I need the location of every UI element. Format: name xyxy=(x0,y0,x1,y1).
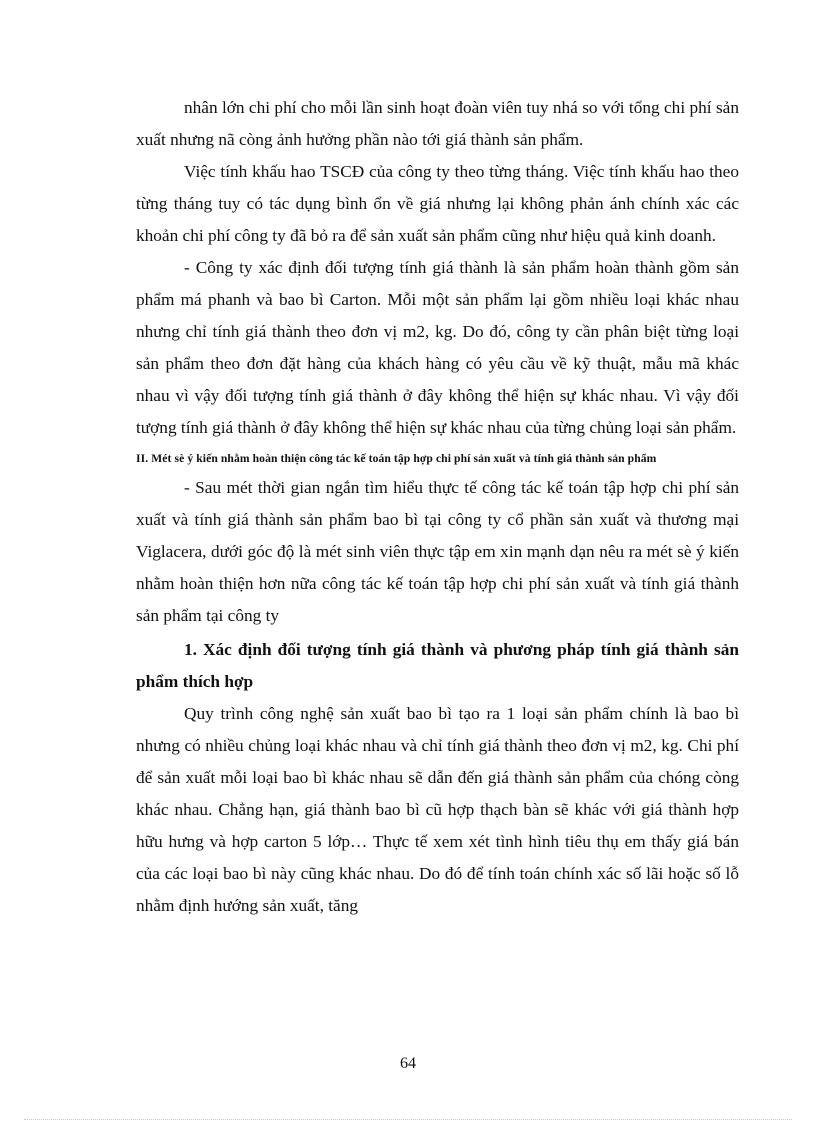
document-page xyxy=(136,92,739,922)
body-paragraph: Quy trình công nghệ sản xuất bao bì tạo ra 1 loại sản phẩm chính là bao bì nhưng có nhiều chủng loại khác nhau và chỉ tính giá thành theo đơn vị m2, kg. Chi phí để sản xuất mỗi loại bao bì khác nhau sẽ dẫn đến giá thành sản phẩm của chóng còng khác nhau. Chẳng hạn, giá thành bao bì cũ hợp thạch bàn sẽ khác với giá thành hợp hữu hưng và hợp carton 5 lớp… Thực tế xem xét tình hình tiêu thụ em thấy giá bán của các loại bao bì này cũng khác nhau. Do đó để tính toán chính xác số lãi hoặc số lỗ nhằm định hướng sản xuất, tăng xyxy=(136,704,739,915)
body-paragraph: - Sau mét thời gian ngắn tìm hiểu thực tế công tác kế toán tập hợp chi phí sản xuất và tính giá thành sản phẩm bao bì tại công ty cổ phần sản xuất và thương mại Viglacera, dưới góc độ là mét sinh viên thực tập em xin mạnh dạn nêu ra mét sè ý kiến nhằm hoàn thiện hơn nữa công tác kế toán tập hợp chi phí sản xuất và tính giá thành sản phẩm tại công ty xyxy=(136,478,739,625)
sub-heading: 1. Xác định đối tượng tính giá thành và phương pháp tính giá thành sản phẩm thích hợp xyxy=(136,640,739,691)
body-paragraph: - Công ty xác định đối tượng tính giá thành là sản phẩm hoàn thành gồm sản phẩm má phanh và bao bì Carton. Mỗi một sản phẩm lại gồm nhiều loại khác nhau nhưng chỉ tính giá thành theo đơn vị m2, kg. Do đó, công ty cần phân biệt từng loại sản phẩm theo đơn đặt hàng của khách hàng có yêu cầu về kỹ thuật, mẫu mã khác nhau vì vậy đối tượng tính giá thành ở đây không thể hiện sự khác nhau. Vì vậy đối tượng tính giá thành ở đây không thể hiện sự khác nhau của từng chủng loại sản phẩm. xyxy=(136,258,739,437)
section-heading: II. Mét sè ý kiến nhằm hoàn thiện công tác kế toán tập hợp chi phí sản xuất và tính giá thành sản phẩm xyxy=(136,452,657,465)
page-number: 64 xyxy=(400,1055,416,1072)
body-paragraph: Việc tính khấu hao TSCĐ của công ty theo từng tháng. Việc tính khấu hao theo từng tháng tuy có tác dụng bình ổn về giá nhưng lại không phản ánh chính xác các khoản chi phí công ty đã bỏ ra để sản xuất sản phẩm cũng như hiệu quả kinh doanh. xyxy=(136,162,739,245)
page-bottom-divider xyxy=(24,1119,792,1120)
body-paragraph: nhân lớn chi phí cho mỗi lần sinh hoạt đoàn viên tuy nhá so với tổng chi phí sản xuất nhưng nã còng ảnh hưởng phần nào tới giá thành sản phẩm. xyxy=(136,98,739,149)
